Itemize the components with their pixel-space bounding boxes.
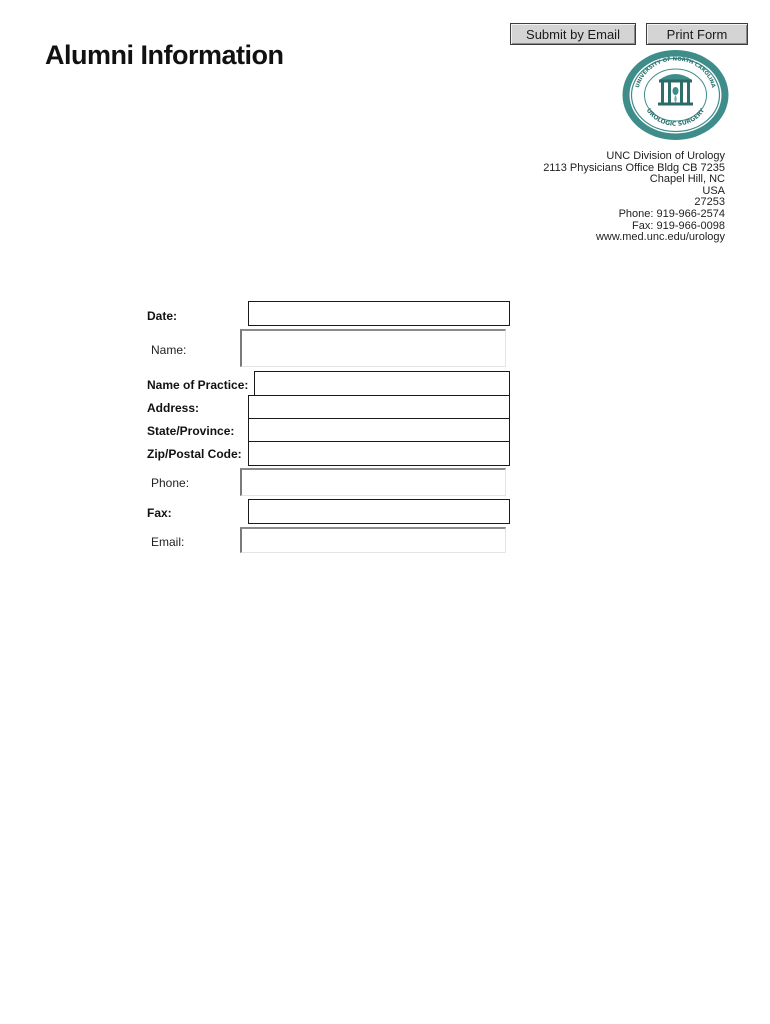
address-line-country: USA bbox=[702, 184, 725, 197]
address-line-zip: 27253 bbox=[694, 196, 725, 209]
date-label: Date: bbox=[147, 309, 178, 323]
zip-field[interactable] bbox=[248, 441, 510, 466]
svg-text:UNIVERSITY OF NORTH CAROLINA: UNIVERSITY OF NORTH CAROLINA bbox=[634, 56, 717, 89]
phone-input[interactable] bbox=[242, 470, 505, 495]
name-field[interactable] bbox=[240, 329, 506, 367]
address-line-division: UNC Division of Urology bbox=[606, 150, 725, 162]
phone-field[interactable] bbox=[240, 468, 506, 496]
date-input[interactable] bbox=[249, 302, 509, 325]
fax-input[interactable] bbox=[249, 500, 509, 523]
practice-label: Name of Practice: bbox=[147, 378, 249, 392]
email-input[interactable] bbox=[242, 529, 505, 552]
print-form-button[interactable]: Print Form bbox=[646, 23, 748, 45]
address-line-building: 2113 Physicians Office Bldg CB 7235 bbox=[543, 161, 725, 174]
date-field[interactable] bbox=[248, 301, 510, 326]
practice-input[interactable] bbox=[255, 372, 509, 395]
fax-field[interactable] bbox=[248, 499, 510, 524]
address-line-city: Chapel Hill, NC bbox=[649, 173, 725, 186]
state-label: State/Province: bbox=[147, 424, 235, 438]
address-line-fax: Fax: 919-966-0098 bbox=[632, 219, 725, 232]
address-label: Address: bbox=[147, 401, 200, 415]
state-field[interactable] bbox=[248, 418, 510, 443]
zip-input[interactable] bbox=[249, 442, 509, 465]
practice-field[interactable] bbox=[254, 371, 510, 396]
unc-urology-seal-logo bbox=[621, 49, 730, 141]
address-field[interactable] bbox=[248, 395, 510, 420]
phone-label: Phone: bbox=[151, 476, 190, 490]
email-field[interactable] bbox=[240, 527, 506, 553]
zip-label: Zip/Postal Code: bbox=[147, 447, 242, 461]
address-line-website: www.med.unc.edu/urology bbox=[595, 231, 725, 244]
email-label: Email: bbox=[151, 535, 185, 549]
name-input[interactable] bbox=[242, 331, 505, 366]
address-input[interactable] bbox=[249, 396, 509, 419]
svg-text:UROLOGIC SURGERY: UROLOGIC SURGERY bbox=[644, 107, 707, 128]
contact-address-block bbox=[543, 151, 725, 244]
fax-label: Fax: bbox=[147, 506, 172, 520]
state-input[interactable] bbox=[249, 419, 509, 442]
address-line-phone: Phone: 919-966-2574 bbox=[618, 207, 725, 220]
page-title: Alumni Information bbox=[45, 40, 284, 70]
name-label: Name: bbox=[151, 343, 187, 357]
submit-by-email-button[interactable]: Submit by Email bbox=[510, 23, 636, 45]
